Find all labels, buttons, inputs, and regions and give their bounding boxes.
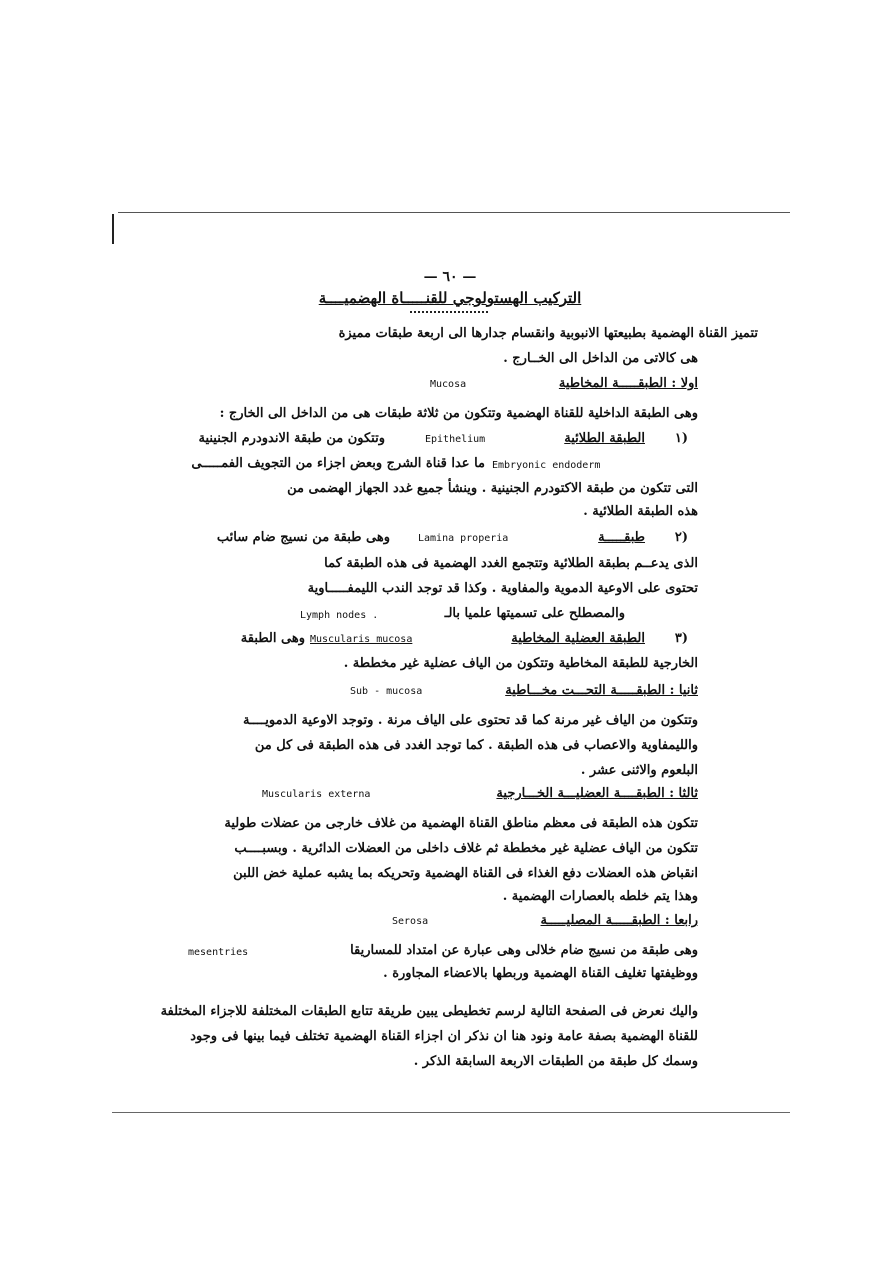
sub-1-line-4: هذه الطبقة الطلائية . [583, 504, 698, 519]
sub-3-heading: الطبقة العضلية المخاطية [511, 631, 645, 646]
section-3-heading: ثالثا : الطبقــــة العضليـــة الخـــارجية [496, 786, 698, 801]
section-3-latin: Muscularis externa [262, 789, 371, 800]
section-1-lead: وهى الطبقة الداخلية للقناة الهضمية وتتكون من ثلاثة طبقات هى من الداخل الى الخارج : [219, 406, 698, 421]
section-4-heading: رابعا : الطبقـــــة المصليـــــة [540, 913, 698, 928]
sub-2-number: ٢) [674, 530, 688, 545]
sub-2-line-3: تحتوى على الاوعية الدموية والمفاوية . وكذا قد توجد الندب الليمفـــــاوية [307, 581, 698, 596]
section-4-latin: Serosa [392, 916, 429, 927]
margin-mark [112, 214, 114, 244]
sub-3-line-1: وهى الطبقة [240, 631, 305, 646]
closing-line-2: للقناة الهضمية بصفة عامة ونود هنا ان نذكر ان اجزاء القناة الهضمية تختلف فيما بينها فى وجود [190, 1029, 698, 1044]
intro-line-1: تتميز القناة الهضمية بطبيعتها الانبوبية وانقسام جدارها الى اربعة طبقات مميزة [338, 326, 758, 341]
closing-line-1: واليك نعرض فى الصفحة التالية لرسم تخطيطى يبين طريقة تتابع الطبقات المختلفة للاجزاء المختلفة [160, 1004, 698, 1019]
section-1-heading: اولا : الطبقـــــة المخاطية [558, 376, 698, 391]
sub-1-latin-2: Embryonic endoderm [492, 460, 601, 471]
sub-1-line-3: التى تتكون من طبقة الاكتودرم الجنينية . وينشأ جميع غدد الجهاز الهضمى من [287, 481, 698, 496]
sub-2-line-4: والمصطلح على تسميتها علميا بالـ [444, 606, 625, 621]
closing-line-3: وسمك كل طبقة من الطبقات الاربعة السابقة الذكر . [413, 1054, 698, 1069]
sub-1-heading: الطبقة الطلائية [564, 431, 645, 446]
sub-1-line-2: ما عدا قناة الشرج وبعض اجزاء من التجويف الفمـــــى [191, 456, 485, 471]
sub-2-line-1: وهى طبقة من نسيج ضام سائب [216, 530, 390, 545]
sub-3-number: ٣) [674, 631, 688, 646]
top-rule [118, 212, 790, 213]
sub-3-line-2: الخارجية للطبقة المخاطية وتتكون من الياف عضلية غير مخططة . [343, 656, 698, 671]
section-2-latin: Sub - mucosa [350, 686, 423, 697]
section-3-line-3: انقباض هذه العضلات دفع الغذاء فى القناة الهضمية وتحريكه بما يشبه عملية خض اللبن [233, 866, 698, 881]
sub-2-line-2: الذى يدعــم بطبقة الطلائية وتتجمع الغدد الهضمية فى هذه الطبقة كما [324, 556, 698, 571]
section-3-line-4: وهذا يتم خلطه بالعصارات الهضمية . [502, 889, 698, 904]
sub-3-latin: Muscularis mucosa [310, 634, 413, 645]
bottom-rule [112, 1112, 790, 1113]
section-2-line-2: والليمفاوية والاعصاب فى هذه الطبقة . كما توجد الغدد فى هذه الطبقة فى كل من [254, 738, 698, 753]
section-2-line-1: وتتكون من الياف غير مرنة كما قد تحتوى على الياف مرنة . وتوجد الاوعية الدمويــــة [243, 713, 698, 728]
section-1-latin: Mucosa [430, 379, 467, 390]
sub-2-heading: طبقـــــة [598, 530, 645, 545]
section-4-line-2: ووظيفتها تغليف القناة الهضمية وربطها بالاعضاء المجاورة . [383, 966, 698, 981]
sub-1-line-1: وتتكون من طبقة الاندودرم الجنينية [198, 431, 385, 446]
section-3-line-1: تتكون هذه الطبقة فى معظم مناطق القناة الهضمية من غلاف خارجى من عضلات طولية [224, 816, 698, 831]
section-2-heading: ثانيا : الطبقـــــة التحـــت مخـــاطية [505, 683, 698, 698]
intro-line-2: هى كالاتى من الداخل الى الخــارج . [503, 351, 698, 366]
section-3-line-2: تتكون من الياف عضلية غير مخططة ثم غلاف داخلى من العضلات الدائرية . وبسبــــب [234, 841, 698, 856]
section-4-latin-2: mesentries [188, 947, 249, 958]
sub-2-latin-2: Lymph nodes . [300, 610, 379, 621]
sub-1-latin: Epithelium [425, 434, 486, 445]
sub-2-latin: Lamina properia [418, 533, 509, 544]
sub-1-number: ١) [674, 431, 688, 446]
page-title: التركيب الهستولوجي للقنـــــاة الهضميــــة [318, 289, 582, 307]
title-underline [410, 309, 488, 313]
page-number: — ٦٠ — [423, 269, 477, 285]
section-4-line-1: وهى طبقة من نسيج ضام خلالى وهى عبارة عن امتداد للمساريقا [350, 943, 698, 958]
section-2-line-3: البلعوم والاثنى عشر . [580, 763, 698, 778]
